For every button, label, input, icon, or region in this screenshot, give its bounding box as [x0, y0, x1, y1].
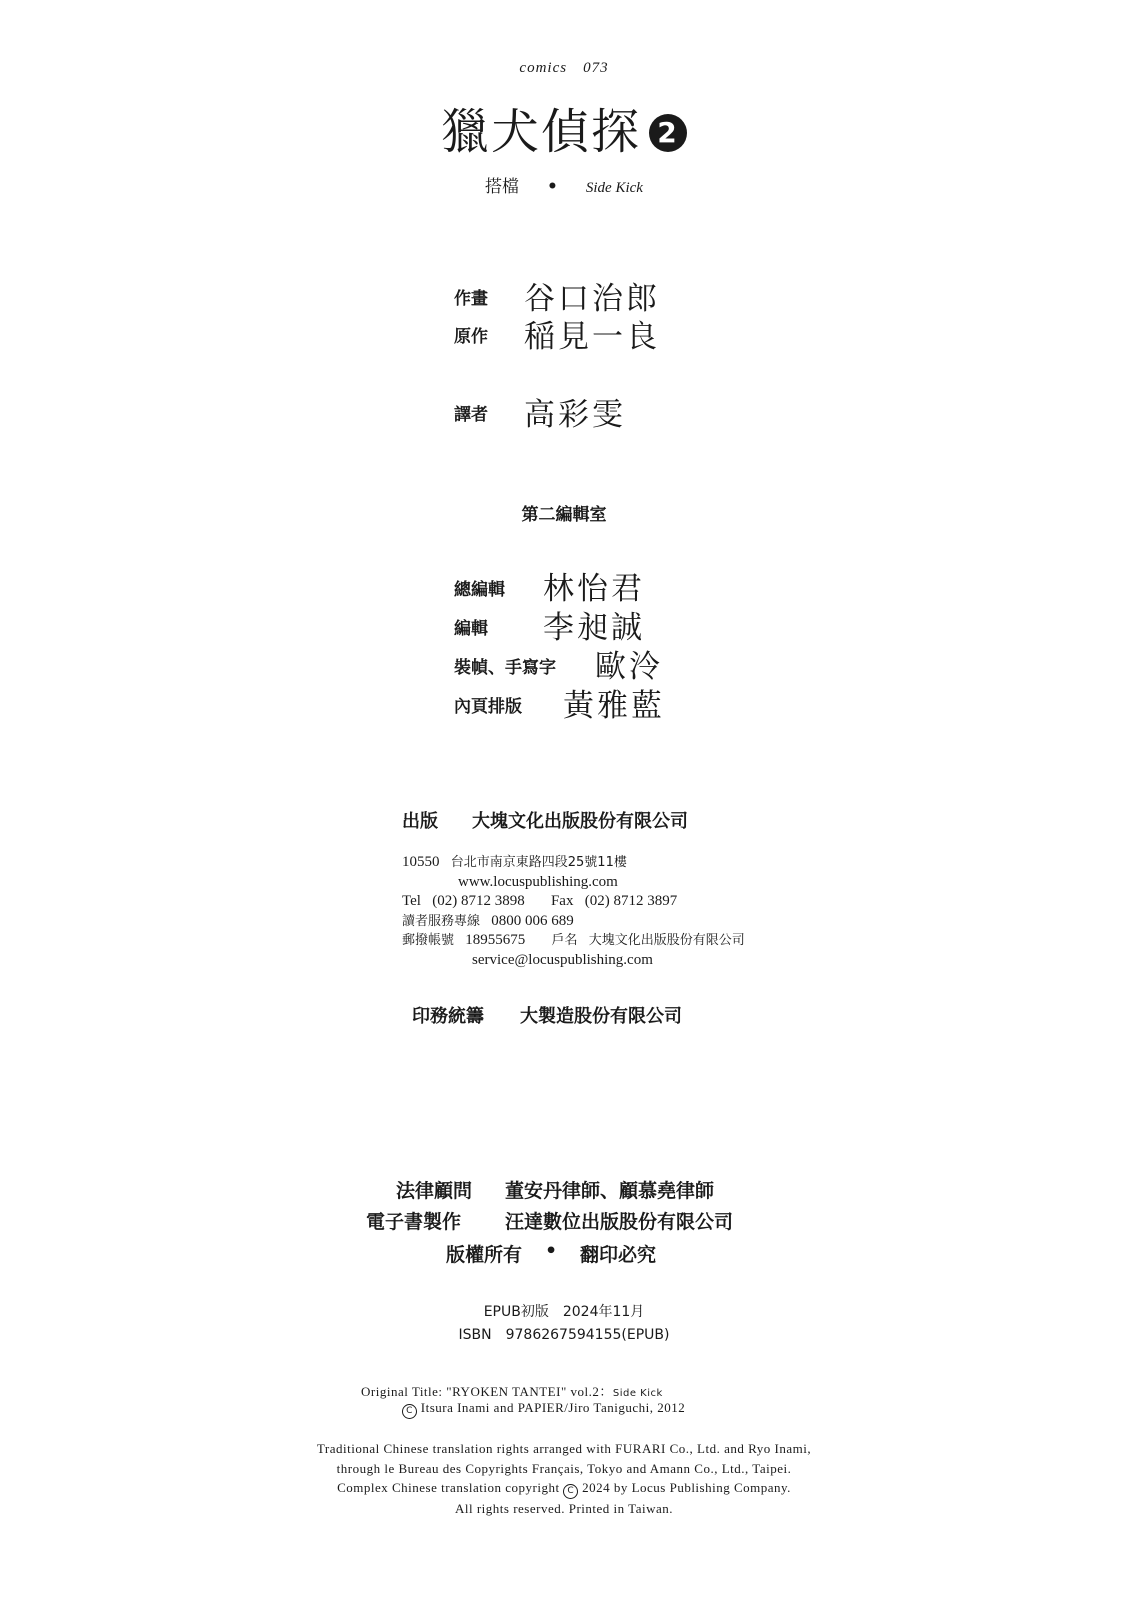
- rights-notice-line-4: All rights reserved. Printed in Taiwan.: [454, 1501, 673, 1516]
- printing-name: 大製造股份有限公司: [520, 1006, 682, 1027]
- series-number: comics 073: [519, 60, 609, 76]
- postcode: 10550: [402, 854, 440, 870]
- service-line: [402, 912, 822, 932]
- legal-label-lawyer: 法律顧問: [396, 1180, 473, 1202]
- subtitle-separator: •: [547, 177, 558, 197]
- editor-role-chief: 總編輯: [454, 580, 505, 600]
- rights-notice-line-3a: Complex Chinese translation copyright: [337, 1480, 560, 1495]
- street-address: 台北市南京東路四段25號11樓: [450, 855, 627, 870]
- postal-number: 18955675: [465, 932, 526, 948]
- isbn: ISBN 9786267594155(EPUB): [458, 1327, 670, 1343]
- department-name: 第二編輯室: [521, 505, 607, 525]
- rights-notice-line-2: through le Bureau des Copyrights Français, Tokyo and Amann Co., Ltd., Taipei.: [336, 1460, 792, 1476]
- original-title: [361, 1381, 663, 1400]
- subtitle-zh: 搭檔: [485, 177, 520, 197]
- address-line: [402, 853, 822, 873]
- book-title: [0, 102, 1128, 162]
- rights-notice: [0, 1439, 1128, 1519]
- rights-notice-line-3b: 2024 by Locus Publishing Company.: [582, 1480, 791, 1495]
- editor-name-chief: 林怡君: [543, 571, 645, 607]
- tel-label: Tel: [402, 893, 421, 909]
- copyright-symbol-2: C: [563, 1484, 578, 1499]
- publisher-name: 大塊文化出版股份有限公司: [472, 811, 688, 832]
- rights-reserved: 版權所有: [446, 1244, 523, 1266]
- legal-label-ebook: 電子書製作: [366, 1211, 462, 1233]
- email-link[interactable]: service@locuspublishing.com: [472, 951, 653, 968]
- postal-label: 郵撥帳號: [402, 933, 455, 948]
- tel-number: (02) 8712 3898: [432, 893, 525, 909]
- staff-role-author: 原作: [454, 327, 488, 347]
- rights-no-copy: 翻印必究: [580, 1244, 657, 1266]
- rights-separator: •: [545, 1240, 558, 1262]
- account-label: 戶名: [551, 933, 578, 948]
- publisher-label: 出版: [402, 811, 438, 832]
- edition-date: EPUB初版 2024年11月: [483, 1304, 645, 1320]
- editor-role-layout: 內頁排版: [454, 697, 522, 717]
- original-copyright: [402, 1400, 685, 1419]
- service-number: 0800 006 689: [491, 912, 574, 929]
- staff-name-author: 稲見一良: [524, 319, 660, 355]
- postal-line: [402, 931, 822, 951]
- legal-value-lawyer: 董安丹律師、顧慕堯律師: [505, 1180, 715, 1202]
- staff-name-artist: 谷口治郎: [524, 281, 660, 317]
- phone-line: [402, 892, 822, 912]
- editor-role-editor: 編輯: [454, 619, 488, 639]
- subtitle-en: Side Kick: [585, 180, 643, 196]
- original-title-suffix: Side Kick: [612, 1388, 663, 1399]
- volume-badge: 2: [649, 114, 687, 152]
- rights-notice-line-1: Traditional Chinese translation rights arranged with FURARI Co., Ltd. and Ryo Inami,: [316, 1441, 812, 1456]
- editor-name-design: 歐泠: [595, 649, 663, 685]
- staff-role-artist: 作畫: [454, 289, 488, 309]
- rights-notice-line-3: [0, 1478, 1128, 1499]
- staff-role-translator: 譯者: [454, 405, 488, 425]
- fax-label: Fax: [550, 893, 574, 909]
- fax-number: (02) 8712 3897: [584, 893, 678, 909]
- editor-role-design: 裝幀、手寫字: [454, 658, 556, 678]
- website-link[interactable]: www.locuspublishing.com: [458, 873, 618, 890]
- original-title-text: Original Title: "RYOKEN TANTEI" vol.2：: [361, 1384, 613, 1399]
- subtitle: [0, 172, 1128, 197]
- service-label: 讀者服務專線: [402, 913, 481, 929]
- publisher-contact-block: [402, 853, 822, 970]
- original-copyright-text: Itsura Inami and PAPIER/Jiro Taniguchi, 2012: [420, 1400, 686, 1415]
- account-name: 大塊文化出版股份有限公司: [588, 933, 745, 948]
- legal-value-ebook: 汪達數位出版股份有限公司: [505, 1211, 734, 1233]
- staff-name-translator: 高彩雯: [524, 397, 626, 433]
- printing-label: 印務統籌: [412, 1006, 484, 1027]
- copyright-symbol: C: [402, 1404, 417, 1419]
- editor-name-layout: 黃雅藍: [563, 688, 665, 724]
- editor-name-editor: 李昶誠: [543, 610, 645, 646]
- book-title-text: 獵犬偵探: [440, 104, 641, 160]
